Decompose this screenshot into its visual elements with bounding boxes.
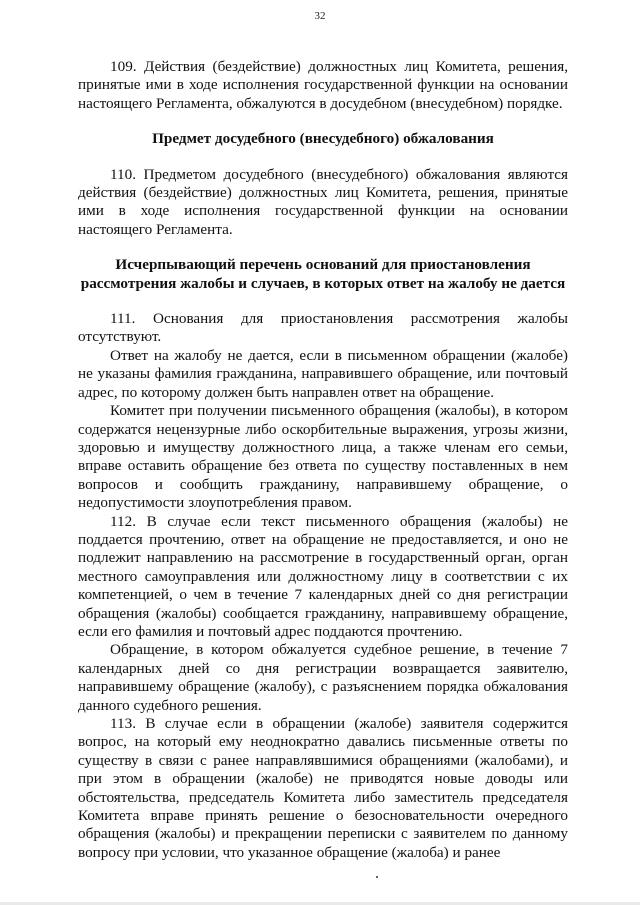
paragraph-113: 113. В случае если в обращении (жалобе) заявителя содержится вопрос, на который ему неоднократно давались письменные ответы по существу в связи с ранее направлявшимися обращениями (жалобами), и при этом в обращении (жалобе) не приводятся новые доводы или обстоятельства, председатель Комитета либо заместитель председателя Комитета вправе принять решение о безосновательности очередного обращения (жалобы) и прекращении переписки с заявителем по данному вопросу при условии, что указанное обращение (жалоба) и ранее: [78, 715, 568, 861]
paragraph-no-answer: Ответ на жалобу не дается, если в письменном обращении (жалобе) не указаны фамилия гражданина, направившего обращение, или почтовый адрес, по которому должен быть направлен ответ на обращение.: [78, 346, 568, 401]
paragraph-court-decision: Обращение, в котором обжалуется судебное решение, в течение 7 календарных дней со дня регистрации возвращается заявителю, направившему обращение (жалобу), с разъяснением порядка обжалования данного судебного решения.: [78, 641, 568, 714]
paragraph-committee-rights: Комитет при получении письменного обращения (жалобы), в котором содержатся нецензурные либо оскорбительные выражения, угрозы жизни, здоровью и имуществу должностного лица, а также членам его семьи, вправе оставить обращение без ответа по существу поставленных в нем вопросов и сообщить гражданину, направившему обращение, о недопустимости злоупотребления правом.: [78, 402, 568, 512]
paragraph-109: 109. Действия (бездействие) должностных лиц Комитета, решения, принятые ими в ходе исполнения государственной функции на основании настоящего Регламента, обжалуются в досудебном (внесудебном) порядке.: [78, 58, 568, 112]
heading-appeal-subject: Предмет досудебного (внесудебного) обжалования: [152, 130, 494, 148]
paragraph-111: 111. Основания для приостановления рассмотрения жалобы отсутствуют.: [78, 310, 568, 346]
paragraph-110: 110. Предметом досудебного (внесудебного) обжалования являются действия (бездействие) должностных лиц Комитета, решения, принятые ими в ходе исполнения государственной функции на основании настоящего Регламента.: [78, 165, 568, 238]
heading-grounds-list: Исчерпывающий перечень оснований для приостановления рассмотрения жалобы и случаев, в которых ответ на жалобу не дается: [80, 256, 566, 292]
page-number: 32: [314, 10, 326, 22]
paragraph-112: 112. В случае если текст письменного обращения (жалобы) не поддается прочтению, ответ на обращение не предоставляется, и оно не подлежит направлению на рассмотрение в государственный орган, орган местного самоуправления или должностному лицу в соответствии с их компетенцией, о чем в течение 7 календарных дней со дня регистрации обращения (жалобы) сообщается гражданину, направившему обращение, если его фамилия и почтовый адрес поддаются прочтению.: [78, 512, 568, 640]
scan-speck: [376, 876, 378, 878]
document-body: [78, 58, 568, 862]
